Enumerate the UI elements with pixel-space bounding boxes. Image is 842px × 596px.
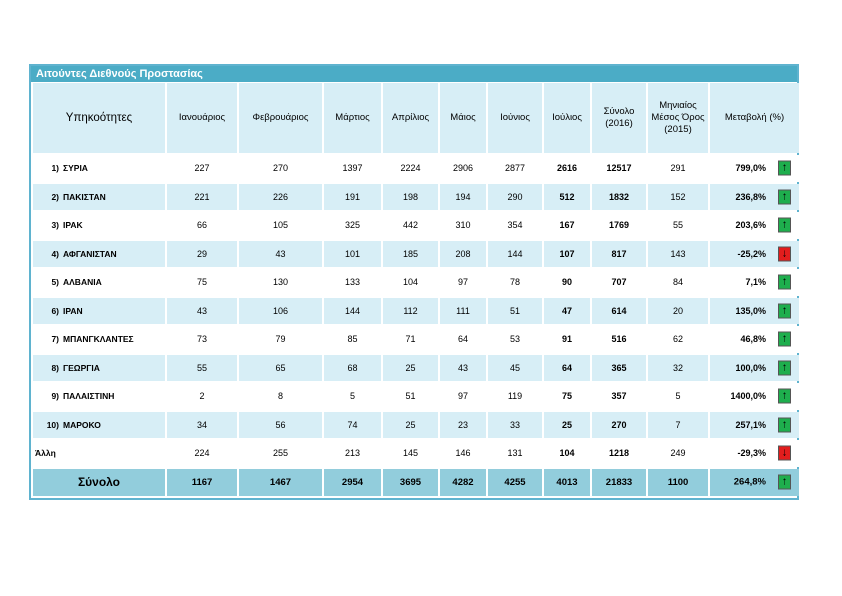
nationality-cell bbox=[33, 184, 165, 211]
table-row bbox=[33, 412, 799, 439]
cell-jan: 29 bbox=[167, 241, 237, 268]
cell-jun: 354 bbox=[488, 212, 542, 239]
change-cell bbox=[710, 355, 799, 382]
col-header-feb: Φεβρουάριος bbox=[239, 83, 322, 153]
nationality-cell bbox=[33, 412, 165, 439]
cell-apr: 442 bbox=[383, 212, 438, 239]
cell-may: 97 bbox=[440, 269, 486, 296]
cell-jan: 66 bbox=[167, 212, 237, 239]
cell-total: 817 bbox=[592, 241, 646, 268]
table-row bbox=[33, 212, 799, 239]
cell-mar: 68 bbox=[324, 355, 381, 382]
cell-avg: 84 bbox=[648, 269, 708, 296]
col-header-jan: Ιανουάριος bbox=[167, 83, 237, 153]
rank-label: 7) bbox=[51, 334, 59, 345]
arrow-down-icon: ↓ bbox=[778, 446, 791, 461]
arrow-up-icon: ↑ bbox=[778, 275, 791, 290]
change-cell bbox=[710, 383, 799, 410]
cell-avg: 20 bbox=[648, 298, 708, 325]
cell-may: 2906 bbox=[440, 155, 486, 182]
cell-total: 12517 bbox=[592, 155, 646, 182]
nationality-name: ΜΠΑΝΓΚΛΑΝΤΕΣ bbox=[63, 334, 134, 345]
cell-avg: 143 bbox=[648, 241, 708, 268]
cell-jul: 2616 bbox=[544, 155, 590, 182]
cell-may: 111 bbox=[440, 298, 486, 325]
change-cell bbox=[710, 241, 799, 268]
nationality-cell bbox=[33, 269, 165, 296]
total-jan: 1167 bbox=[167, 469, 237, 496]
change-cell bbox=[710, 326, 799, 353]
nationality-name: ΠΑΛΑΙΣΤΙΝΗ bbox=[63, 391, 115, 402]
nationality-cell bbox=[33, 212, 165, 239]
arrow-up-icon: ↑ bbox=[778, 332, 791, 347]
cell-may: 194 bbox=[440, 184, 486, 211]
cell-feb: 79 bbox=[239, 326, 322, 353]
change-value: -29,3% bbox=[737, 448, 766, 459]
cell-apr: 112 bbox=[383, 298, 438, 325]
cell-mar: 101 bbox=[324, 241, 381, 268]
total-jul: 4013 bbox=[544, 469, 590, 496]
arrow-up-icon: ↑ bbox=[778, 417, 791, 432]
cell-feb: 56 bbox=[239, 412, 322, 439]
table-row bbox=[33, 326, 799, 353]
change-value: 203,6% bbox=[735, 220, 766, 231]
cell-jul: 75 bbox=[544, 383, 590, 410]
nationality-cell bbox=[33, 155, 165, 182]
header-row bbox=[33, 83, 799, 153]
table-body bbox=[33, 155, 799, 467]
cell-avg: 55 bbox=[648, 212, 708, 239]
change-value: 7,1% bbox=[745, 277, 766, 288]
rank-label: 5) bbox=[51, 277, 59, 288]
cell-total: 357 bbox=[592, 383, 646, 410]
total-total: 21833 bbox=[592, 469, 646, 496]
cell-mar: 144 bbox=[324, 298, 381, 325]
arrow-down-icon: ↓ bbox=[778, 246, 791, 261]
table-row bbox=[33, 383, 799, 410]
arrow-up-icon: ↑ bbox=[778, 161, 791, 176]
cell-jul: 47 bbox=[544, 298, 590, 325]
cell-jan: 227 bbox=[167, 155, 237, 182]
change-value: 257,1% bbox=[735, 419, 766, 430]
table-row bbox=[33, 269, 799, 296]
cell-total: 1769 bbox=[592, 212, 646, 239]
cell-avg: 5 bbox=[648, 383, 708, 410]
cell-jan: 43 bbox=[167, 298, 237, 325]
cell-jan: 224 bbox=[167, 440, 237, 467]
total-change-cell bbox=[710, 469, 799, 496]
nationality-cell bbox=[33, 383, 165, 410]
cell-apr: 185 bbox=[383, 241, 438, 268]
arrow-up-icon: ↑ bbox=[778, 303, 791, 318]
asylum-table-sheet bbox=[29, 64, 799, 500]
total-row bbox=[33, 469, 799, 496]
cell-avg: 291 bbox=[648, 155, 708, 182]
nationality-name: ΙΡΑΚ bbox=[63, 220, 83, 231]
change-cell bbox=[710, 440, 799, 467]
cell-jan: 55 bbox=[167, 355, 237, 382]
cell-may: 146 bbox=[440, 440, 486, 467]
cell-jun: 2877 bbox=[488, 155, 542, 182]
cell-apr: 198 bbox=[383, 184, 438, 211]
arrow-up-icon: ↑ bbox=[778, 218, 791, 233]
cell-jul: 512 bbox=[544, 184, 590, 211]
cell-mar: 213 bbox=[324, 440, 381, 467]
table-row bbox=[33, 184, 799, 211]
col-header-nationality: Υπηκοότητες bbox=[33, 83, 165, 153]
cell-mar: 5 bbox=[324, 383, 381, 410]
rank-label: 9) bbox=[51, 391, 59, 402]
cell-jul: 25 bbox=[544, 412, 590, 439]
cell-avg: 32 bbox=[648, 355, 708, 382]
cell-mar: 1397 bbox=[324, 155, 381, 182]
cell-apr: 71 bbox=[383, 326, 438, 353]
total-label: Σύνολο bbox=[33, 469, 165, 496]
cell-total: 365 bbox=[592, 355, 646, 382]
cell-jun: 51 bbox=[488, 298, 542, 325]
cell-apr: 51 bbox=[383, 383, 438, 410]
total-apr: 3695 bbox=[383, 469, 438, 496]
cell-avg: 249 bbox=[648, 440, 708, 467]
col-header-total-2016: Σύνολο (2016) bbox=[592, 83, 646, 153]
cell-feb: 106 bbox=[239, 298, 322, 325]
nationality-cell bbox=[33, 326, 165, 353]
nationality-cell bbox=[33, 298, 165, 325]
rank-label: 3) bbox=[51, 220, 59, 231]
cell-jan: 75 bbox=[167, 269, 237, 296]
rank-label: 2) bbox=[51, 191, 59, 202]
nationality-name: ΠΑΚΙΣΤΑΝ bbox=[63, 191, 106, 202]
cell-jul: 90 bbox=[544, 269, 590, 296]
col-header-jul: Ιούλιος bbox=[544, 83, 590, 153]
cell-apr: 2224 bbox=[383, 155, 438, 182]
change-cell bbox=[710, 212, 799, 239]
rank-label: 1) bbox=[51, 163, 59, 174]
arrow-up-icon: ↑ bbox=[778, 189, 791, 204]
nationality-name: Άλλη bbox=[35, 448, 56, 459]
col-header-avg-2015: Μηνιαίος Μέσος Όρος (2015) bbox=[648, 83, 708, 153]
col-header-change: Μεταβολή (%) bbox=[710, 83, 799, 153]
cell-may: 208 bbox=[440, 241, 486, 268]
total-mar: 2954 bbox=[324, 469, 381, 496]
cell-apr: 145 bbox=[383, 440, 438, 467]
table-row bbox=[33, 298, 799, 325]
change-cell bbox=[710, 412, 799, 439]
change-cell bbox=[710, 184, 799, 211]
cell-jun: 33 bbox=[488, 412, 542, 439]
rank-label: 10) bbox=[46, 419, 59, 430]
arrow-up-icon: ↑ bbox=[778, 360, 791, 375]
table-row bbox=[33, 355, 799, 382]
total-avg: 1100 bbox=[648, 469, 708, 496]
change-cell bbox=[710, 298, 799, 325]
total-feb: 1467 bbox=[239, 469, 322, 496]
change-value: -25,2% bbox=[737, 248, 766, 259]
cell-jul: 167 bbox=[544, 212, 590, 239]
cell-total: 516 bbox=[592, 326, 646, 353]
col-header-apr: Απρίλιος bbox=[383, 83, 438, 153]
nationality-cell bbox=[33, 241, 165, 268]
cell-avg: 7 bbox=[648, 412, 708, 439]
cell-mar: 74 bbox=[324, 412, 381, 439]
arrow-up-icon: ↑ bbox=[778, 389, 791, 404]
col-header-mar: Μάρτιος bbox=[324, 83, 381, 153]
nationality-name: ΓΕΩΡΓΙΑ bbox=[63, 362, 100, 373]
col-header-jun: Ιούνιος bbox=[488, 83, 542, 153]
change-cell bbox=[710, 269, 799, 296]
cell-feb: 130 bbox=[239, 269, 322, 296]
total-may: 4282 bbox=[440, 469, 486, 496]
cell-may: 23 bbox=[440, 412, 486, 439]
cell-feb: 43 bbox=[239, 241, 322, 268]
cell-mar: 325 bbox=[324, 212, 381, 239]
asylum-applicants-table bbox=[31, 81, 801, 498]
cell-may: 64 bbox=[440, 326, 486, 353]
arrow-up-icon: ↑ bbox=[778, 475, 791, 490]
cell-may: 97 bbox=[440, 383, 486, 410]
cell-may: 43 bbox=[440, 355, 486, 382]
cell-may: 310 bbox=[440, 212, 486, 239]
cell-jul: 107 bbox=[544, 241, 590, 268]
cell-total: 707 bbox=[592, 269, 646, 296]
cell-mar: 85 bbox=[324, 326, 381, 353]
total-change-value: 264,8% bbox=[733, 476, 766, 488]
nationality-name: ΑΦΓΑΝΙΣΤΑΝ bbox=[63, 248, 117, 259]
change-value: 135,0% bbox=[735, 305, 766, 316]
cell-mar: 191 bbox=[324, 184, 381, 211]
cell-jul: 64 bbox=[544, 355, 590, 382]
rank-label: 4) bbox=[51, 248, 59, 259]
table-title: Αιτούντες Διεθνούς Προστασίας bbox=[31, 66, 797, 82]
cell-jun: 290 bbox=[488, 184, 542, 211]
cell-jun: 131 bbox=[488, 440, 542, 467]
change-value: 236,8% bbox=[735, 191, 766, 202]
cell-apr: 25 bbox=[383, 412, 438, 439]
cell-jun: 78 bbox=[488, 269, 542, 296]
cell-jun: 144 bbox=[488, 241, 542, 268]
rank-label: 8) bbox=[51, 362, 59, 373]
change-value: 100,0% bbox=[735, 362, 766, 373]
cell-total: 1218 bbox=[592, 440, 646, 467]
cell-apr: 104 bbox=[383, 269, 438, 296]
cell-feb: 226 bbox=[239, 184, 322, 211]
total-jun: 4255 bbox=[488, 469, 542, 496]
cell-jul: 91 bbox=[544, 326, 590, 353]
rank-label: 6) bbox=[51, 305, 59, 316]
cell-avg: 62 bbox=[648, 326, 708, 353]
cell-jan: 34 bbox=[167, 412, 237, 439]
nationality-cell bbox=[33, 355, 165, 382]
change-cell bbox=[710, 155, 799, 182]
cell-jan: 2 bbox=[167, 383, 237, 410]
nationality-name: ΣΥΡΙΑ bbox=[63, 163, 88, 174]
cell-jan: 221 bbox=[167, 184, 237, 211]
cell-jun: 53 bbox=[488, 326, 542, 353]
cell-avg: 152 bbox=[648, 184, 708, 211]
cell-feb: 105 bbox=[239, 212, 322, 239]
cell-feb: 65 bbox=[239, 355, 322, 382]
cell-jul: 104 bbox=[544, 440, 590, 467]
nationality-name: ΙΡΑΝ bbox=[63, 305, 83, 316]
cell-total: 270 bbox=[592, 412, 646, 439]
nationality-cell bbox=[33, 440, 165, 467]
table-row bbox=[33, 440, 799, 467]
cell-feb: 8 bbox=[239, 383, 322, 410]
table-row bbox=[33, 155, 799, 182]
nationality-name: ΜΑΡΟΚΟ bbox=[63, 419, 101, 430]
col-header-may: Μάιος bbox=[440, 83, 486, 153]
table-row bbox=[33, 241, 799, 268]
cell-jun: 119 bbox=[488, 383, 542, 410]
cell-total: 1832 bbox=[592, 184, 646, 211]
cell-mar: 133 bbox=[324, 269, 381, 296]
cell-apr: 25 bbox=[383, 355, 438, 382]
cell-total: 614 bbox=[592, 298, 646, 325]
change-value: 1400,0% bbox=[730, 391, 766, 402]
change-value: 799,0% bbox=[735, 163, 766, 174]
nationality-name: ΑΛΒΑΝΙΑ bbox=[63, 277, 102, 288]
cell-jun: 45 bbox=[488, 355, 542, 382]
cell-feb: 270 bbox=[239, 155, 322, 182]
change-value: 46,8% bbox=[740, 334, 766, 345]
cell-jan: 73 bbox=[167, 326, 237, 353]
cell-feb: 255 bbox=[239, 440, 322, 467]
